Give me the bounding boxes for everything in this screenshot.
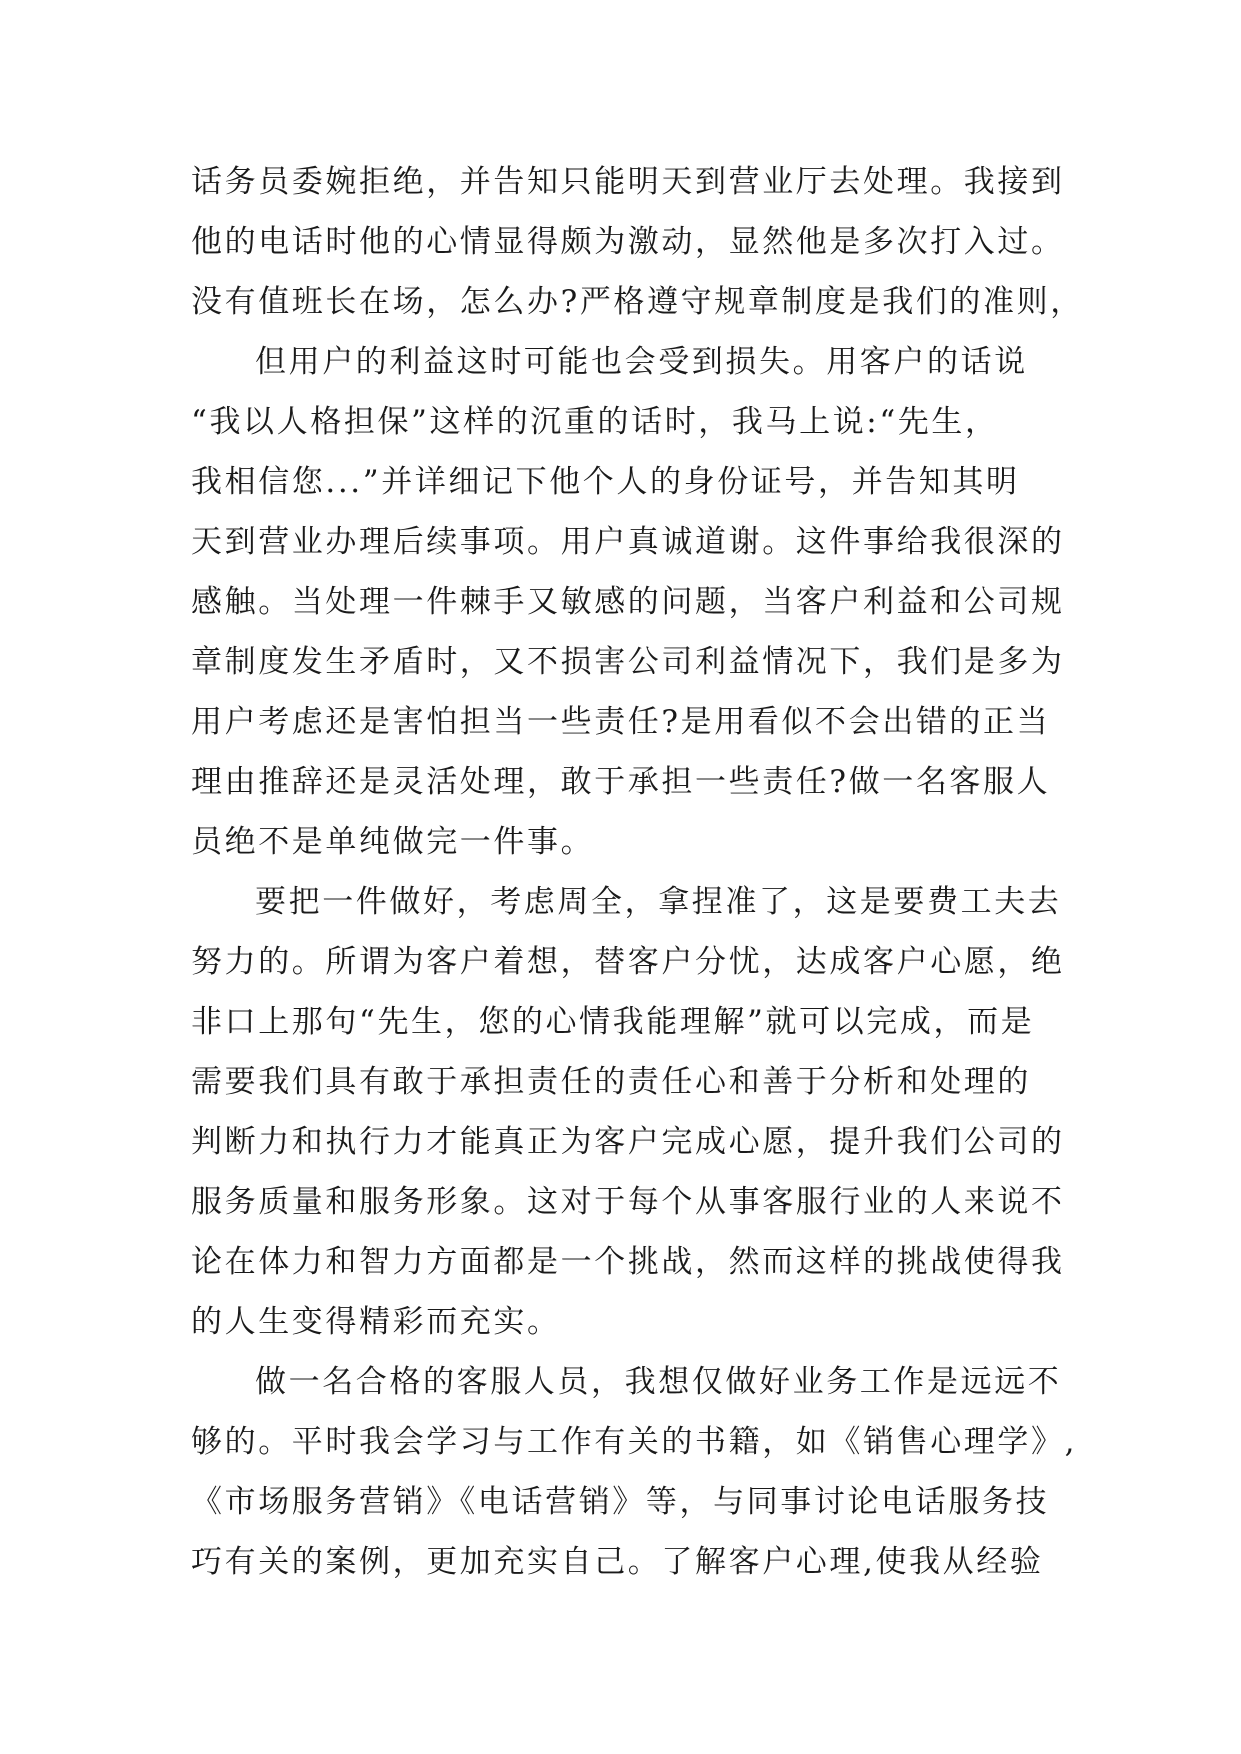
text-line: 巧有关的案例，更加充实自己。了解客户心理,使我从经验 — [191, 1544, 1044, 1580]
text-line: 要把一件做好，考虑周全，拿捏准了，这是要费工夫去 — [255, 884, 1062, 920]
text-line: 章制度发生矛盾时，又不损害公司利益情况下，我们是多为 — [191, 644, 1065, 680]
text-line: 够的。平时我会学习与工作有关的书籍，如《销售心理学》, — [191, 1424, 1078, 1460]
text-line: 的人生变得精彩而充实。 — [191, 1304, 561, 1340]
text-line: 需要我们具有敢于承担责任的责任心和善于分析和处理的 — [191, 1064, 1031, 1100]
text-line: 但用户的利益这时可能也会受到损失。用客户的话说 — [255, 344, 1028, 380]
text-line: 员绝不是单纯做完一件事。 — [191, 824, 595, 860]
text-line: 话务员委婉拒绝，并告知只能明天到营业厅去处理。我接到 — [191, 164, 1065, 200]
text-line: 没有值班长在场，怎么办?严格遵守规章制度是我们的准则， — [191, 284, 1084, 320]
text-line: 非口上那句“先生，您的心情我能理解”就可以完成，而是 — [191, 1004, 1035, 1040]
text-line: 努力的。所谓为客户着想，替客户分忧，达成客户心愿，绝 — [191, 944, 1065, 980]
text-line: 用户考虑还是害怕担当一些责任?是用看似不会出错的正当 — [191, 704, 1051, 740]
text-line: 理由推辞还是灵活处理，敢于承担一些责任?做一名客服人 — [191, 764, 1051, 800]
text-line: 天到营业办理后续事项。用户真诚道谢。这件事给我很深的 — [191, 524, 1065, 560]
text-line: 论在体力和智力方面都是一个挑战，然而这样的挑战使得我 — [191, 1244, 1065, 1280]
text-line: 做一名合格的客服人员，我想仅做好业务工作是远远不 — [255, 1364, 1062, 1400]
text-line: 他的电话时他的心情显得颇为激动，显然他是多次打入过。 — [191, 224, 1065, 260]
text-line: 《市场服务营销》《电话营销》等，与同事讨论电话服务技 — [191, 1484, 1050, 1520]
text-line: 判断力和执行力才能真正为客户完成心愿，提升我们公司的 — [191, 1124, 1065, 1160]
text-line: “我以人格担保”这样的沉重的话时，我马上说:“先生， — [191, 404, 999, 440]
text-line: 我相信您...”并详细记下他个人的身份证号，并告知其明 — [191, 464, 1020, 500]
text-line: 服务质量和服务形象。这对于每个从事客服行业的人来说不 — [191, 1184, 1065, 1220]
text-line: 感触。当处理一件棘手又敏感的问题，当客户利益和公司规 — [191, 584, 1065, 620]
